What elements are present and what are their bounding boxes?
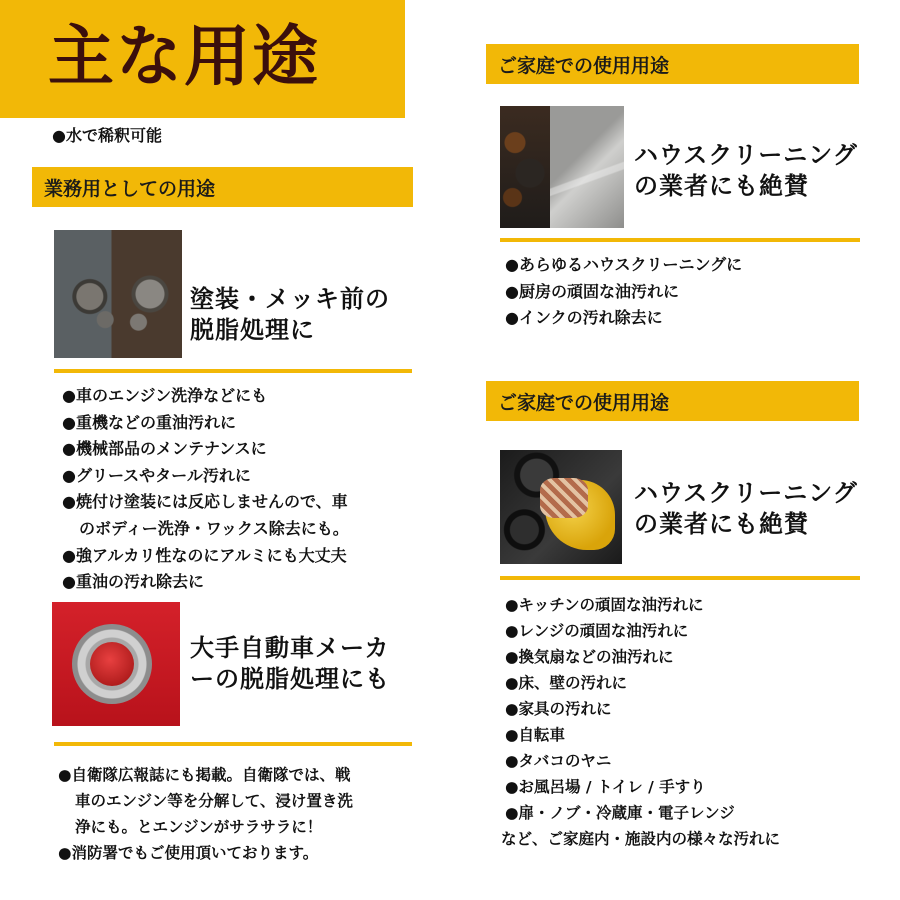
list-item: など、ご家庭内・施設内の様々な汚れに	[501, 830, 781, 848]
list-item: ●車のエンジン洗浄などにも	[62, 386, 268, 405]
divider	[54, 369, 412, 373]
list-item: ●自転車	[505, 726, 566, 744]
automaker-bullet-list	[58, 762, 353, 866]
divider	[500, 238, 860, 242]
list-item: ●グリースやタール汚れに	[62, 465, 251, 485]
caption-line: 脱脂処理に	[190, 316, 315, 345]
list-item: ●重機などの重油汚れに	[62, 412, 236, 432]
fuel-cap-photo	[52, 602, 180, 726]
list-item: ●家具の汚れに	[505, 700, 612, 718]
cleaning-cloth	[540, 478, 588, 518]
divider	[54, 742, 412, 746]
section-header-label: ご家庭での使用用途	[498, 391, 670, 414]
list-item: のボディー洗浄・ワックス除去にも。	[79, 518, 349, 538]
list-item: ●重油の汚れ除去に	[62, 572, 204, 592]
caption-line: の業者にも絶賛	[634, 172, 809, 201]
page-title: 主な用途	[48, 18, 320, 95]
caption-line: 大手自動車メーカ	[190, 634, 390, 662]
dilution-note: ●水で稀釈可能	[52, 126, 162, 145]
list-item: ●扉・ノブ・冷蔵庫・電子レンジ	[505, 804, 735, 822]
list-item: ●換気扇などの油汚れに	[505, 648, 674, 666]
section-header-home-1	[486, 44, 859, 84]
list-item: 浄にも。とエンジンがサラサラに！	[75, 818, 323, 836]
list-item: ●消防署でもご使用頂いております。	[58, 844, 319, 862]
section-header-label: ご家庭での使用用途	[498, 54, 670, 77]
section-header-label: 業務用としての用途	[44, 177, 216, 200]
caption-house-cleaning-2	[634, 478, 858, 540]
caption-line: 塗装・メッキ前の	[190, 285, 390, 313]
list-item: ●レンジの頑固な油汚れに	[505, 622, 689, 640]
list-item: ●インクの汚れ除去に	[505, 308, 663, 328]
list-item: 車のエンジン等を分解して、浸け置き洗	[75, 792, 353, 810]
list-item: ●強アルカリ性なのにアルミにも大丈夫	[62, 545, 347, 565]
list-item: ●機械部品のメンテナンスに	[62, 439, 267, 459]
caption-line: ハウスクリーニング	[634, 141, 858, 169]
list-item: ●あらゆるハウスクリーニングに	[505, 255, 743, 274]
caption-line: ーの脱脂処理にも	[190, 665, 390, 694]
section-header-business	[32, 167, 413, 207]
home-bullet-list-2	[501, 592, 781, 852]
stove-cleaning-photo	[500, 450, 622, 564]
divider	[500, 576, 860, 580]
fuel-cap-center	[90, 642, 134, 686]
list-item: ●お風呂場 / トイレ / 手すり	[505, 778, 706, 796]
engine-photo	[54, 230, 182, 358]
caption-degreasing	[190, 284, 390, 346]
caption-line: ハウスクリーニング	[634, 479, 858, 507]
list-item: ●自衛隊広報誌にも掲載。自衛隊では、戦	[58, 766, 351, 784]
list-item: ●焼付け塗装には反応しませんので、車	[62, 492, 348, 512]
caption-line: の業者にも絶賛	[634, 510, 809, 539]
caption-house-cleaning-1	[634, 140, 858, 202]
caption-automaker	[190, 633, 390, 695]
home-bullet-list-1	[505, 252, 742, 332]
section-header-home-2	[486, 381, 859, 421]
business-bullet-list	[62, 383, 349, 596]
list-item: ●タバコのヤニ	[505, 752, 612, 770]
list-item: ●キッチンの頑固な油汚れに	[505, 596, 704, 614]
hood-rust-photo	[500, 106, 550, 228]
list-item: ●床、壁の汚れに	[505, 674, 628, 692]
range-hood-photo	[550, 106, 624, 228]
list-item: ●厨房の頑固な油汚れに	[505, 281, 679, 301]
